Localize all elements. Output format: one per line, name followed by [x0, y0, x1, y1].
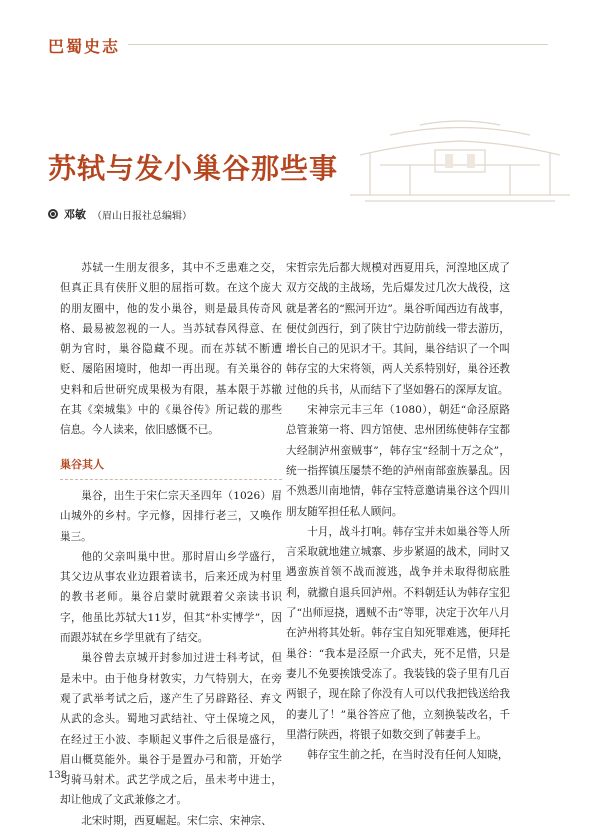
paragraph: 巢谷曾去京城开封参加过进士科考试，但是未中。由于他身材敦实，力气特别大，在旁观了武举考试之后，遂产生了另辟路径、弃文从武的念头。蜀地习武结社、守土保境之风，在经过王小波、李顺起义事件之后很是盛行，眉山概莫能外。巢谷于是置办弓和箭，开始学习骑马射术。武艺学成之后，虽未考中进士，却让他成了文武兼修之才。	[60, 652, 282, 807]
paragraph-continued: 宋哲宗先后都大规模对西夏用兵，河湟地区成了双方交战的主战场，先后爆发过几次大战役，这就是著名的“熙河开边”。巢谷听闻西边有战事，便仗剑西行，到了陕甘宁边防前线一带去游历，增长自己的见识才干。其间，巢谷结识了一个叫韩存宝的大宋将领，两人关系特别好，巢谷还教过他的兵书，从而结下了坚如磐石的深厚友谊。	[286, 262, 510, 396]
paragraph: 巢谷，出生于宋仁宗天圣四年（1026）眉山城外的乡村。字元修，因排行老三，又唤作巢三。	[60, 489, 282, 543]
pavilion-illustration	[350, 115, 570, 210]
paragraph: 十月，战斗打响。韩存宝并未如巢谷等人所言采取就地建立城寨、步步紧逼的战术，同时又遇蛮族首领不战而渡逃，战争并未取得彻底胜利，就撤自退兵回泸州。不料朝廷认为韩存宝犯了“出师逗挠，遇贼不击”等罪，决定于次年八月在泸州将其处斩。韩存宝自知死罪难逃，便拜托巢谷：“我本是泾原一介武夫，死不足惜，只是妻儿不免要挨饿受冻了。我装钱的袋子里有几百两银子，现在除了你没有人可以代我把钱送给我的妻儿了！”巢谷答应了他，立刻换装改名，千里潜行陕西，将银子如数交到了韩妻手上。	[286, 525, 510, 741]
paragraph: 北宋时期，西夏崛起。宋仁宗、宋神宗、	[81, 814, 272, 827]
header-rule	[128, 44, 548, 45]
right-column	[286, 258, 510, 765]
left-column	[60, 258, 282, 831]
paragraph: 苏轼一生朋友很多，其中不乏患难之交，但真正具有侠肝义胆的屈指可数。在这个庞大的朋友圈中，他的发小巢谷，则是最具传奇风格、最易被忽视的一人。当苏轼春风得意、在朝为官时，巢谷隐藏不现。而在苏轼不断遭贬、屡陷困境时，他却一再出现。有关巢谷的史料和后世研究成果极为有限，基本限于苏辙在其《栾城集》中的《巢谷传》所记载的那些信息。今人读来，依旧感慨不已。	[60, 262, 282, 437]
target-circle-icon	[48, 209, 58, 219]
page-number: 138	[48, 770, 68, 781]
paragraph: 宋神宗元丰三年（1080），朝廷“命泾原路总管兼第一将、四方馆使、忠州团练使韩存宝都大经制泸州蛮贼事”，韩存宝“经制十万之众”，统一指挥镇压屡禁不绝的泸州南部蛮族暴乱。因不熟悉川南地情，韩存宝特意邀请巢谷这个四川朋友随军担任私人顾问。	[286, 404, 510, 518]
paragraph: 韩存宝生前之托，在当时没有任何人知晓，	[307, 749, 509, 762]
author-name: 邓敏	[64, 208, 86, 221]
paragraph: 他的父亲叫巢中世。那时眉山乡学盛行，其父边从事农业边跟着读书，后来还成为村里的教书老师。巢谷启蒙时就跟着父亲读书识字，他虽比苏轼大11岁，但其“朴实博学”，因而跟苏轼在乡学里就有了结交。	[60, 550, 282, 645]
article-title: 苏轼与发小巢谷那些事	[48, 152, 339, 185]
byline	[48, 206, 192, 222]
section-heading: 巢谷其人	[60, 455, 282, 480]
column-tag: 巴蜀史志	[48, 37, 121, 56]
author-affiliation: （眉山日报社总编辑）	[92, 210, 192, 222]
